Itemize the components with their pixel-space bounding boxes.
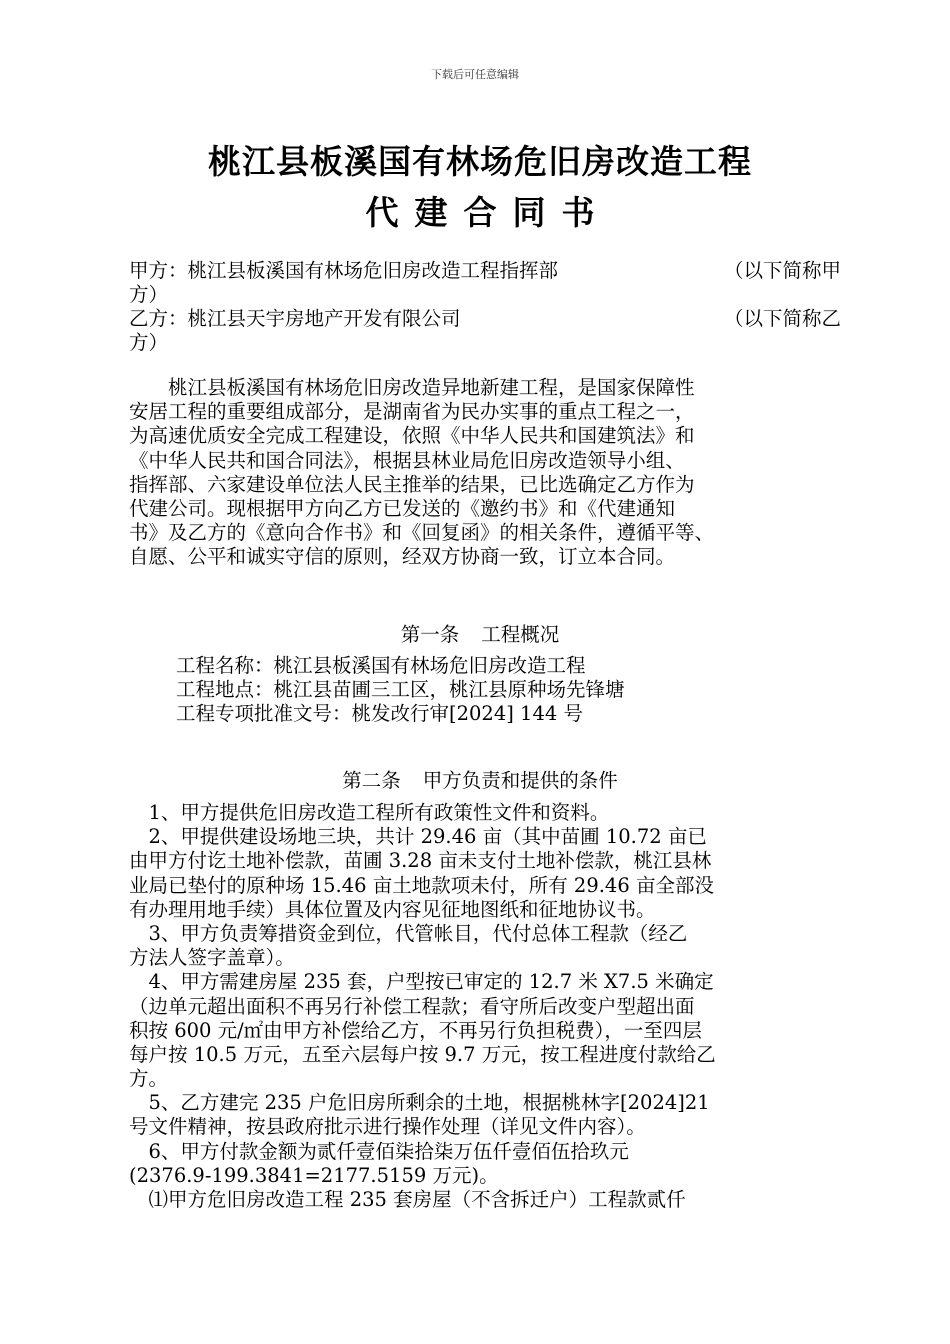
party-b-name: 桃江县天宇房地产开发有限公司 <box>187 307 461 330</box>
condition-line: 4、甲方需建房屋 235 套，户型按已审定的 12.7 米 X7.5 米确定 <box>129 970 714 994</box>
condition-line: 积按 600 元/㎡由甲方补偿给乙方，不再另行负担税费），一至四层 <box>129 1018 702 1042</box>
condition-line: 2、甲提供建设场地三块，共计 29.46 亩（其中苗圃 10.72 亩已 <box>129 825 707 849</box>
intro-line: 安居工程的重要组成部分，是湖南省为民办实事的重点工程之一， <box>129 400 695 424</box>
document-title: 桃江县板溪国有林场危旧房改造工程 <box>208 142 752 181</box>
overview-line: 工程名称：桃江县板溪国有林场危旧房改造工程 <box>176 654 586 677</box>
condition-line: 1、甲方提供危旧房改造工程所有政策性文件和资料。 <box>129 801 610 824</box>
intro-line: 代建公司。现根据甲方向乙方已发送的《邀约书》和《代建通知 <box>129 496 676 520</box>
condition-line: 方。 <box>129 1067 169 1091</box>
condition-line: 6、甲方付款金额为贰仟壹佰柒拾柒万伍仟壹佰伍拾玖元 <box>129 1139 629 1163</box>
condition-line: 每户按 10.5 万元，五至六层每户按 9.7 万元，按工程进度付款给乙 <box>129 1042 716 1066</box>
condition-line: ⑴甲方危旧房改造工程 235 套房屋（不含拆迁户）工程款贰仟 <box>129 1188 686 1211</box>
intro-line: 《中华人民共和国合同法》，根据县林业局危旧房改造领导小组、 <box>129 448 685 472</box>
party-a-label: 甲方： <box>129 259 188 282</box>
condition-line: 业局已垫付的原种场 15.46 亩土地款项未付，所有 29.46 亩全部没 <box>129 873 714 897</box>
article-1-heading <box>5 619 950 647</box>
overview-line: 工程地点：桃江县苗圃三工区，桃江县原种场先锋塘 <box>176 678 625 702</box>
overview-line: 工程专项批准文号：桃发改行审[2024] 144 号 <box>176 702 583 726</box>
intro-line: 自愿、公平和诚实守信的原则，经双方协商一致，订立本合同。 <box>129 545 676 569</box>
party-a-conditions <box>129 801 841 1212</box>
intro-line: 书》及乙方的《意向合作书》和《回复函》的相关条件，遵循平等、 <box>129 521 715 545</box>
intro-line: 桃江县板溪国有林场危旧房改造异地新建工程，是国家保障性 <box>129 376 695 399</box>
condition-line: 由甲方付讫土地补偿款，苗圃 3.28 亩未支付土地补偿款，桃江县林 <box>129 849 712 873</box>
condition-line: (2376.9-199.3841=2177.5159 万元)。 <box>129 1163 499 1187</box>
article-1-number: 第一条 <box>400 623 460 646</box>
project-overview <box>176 654 826 727</box>
party-b-label: 乙方： <box>129 307 188 330</box>
article-2-number: 第二条 <box>342 769 401 792</box>
party-b-abbr-cont: 方） <box>129 331 169 354</box>
party-b-abbr: （以下简称乙 <box>723 307 841 330</box>
condition-line: 有办理用地手续）具体位置及内容见征地图纸和征地协议书。 <box>129 897 656 921</box>
party-a-abbr-cont: 方） <box>129 283 169 306</box>
condition-line: 方法人签字盖章）。 <box>129 946 295 970</box>
intro-paragraph <box>129 376 841 570</box>
party-a-block <box>129 259 841 307</box>
condition-line: 号文件精神，按县政府批示进行操作处理（详见文件内容）。 <box>129 1115 646 1139</box>
header-note: 下载后可任意编辑 <box>431 68 519 81</box>
condition-line: （边单元超出面积不再另行补偿工程款；看守所后改变户型超出面 <box>129 994 695 1018</box>
party-a-abbr: （以下简称甲 <box>723 259 841 282</box>
article-1-title: 工程概况 <box>481 623 560 646</box>
document-subtitle: 代建合同书 <box>365 193 611 232</box>
party-b-block <box>129 307 841 355</box>
article-2-title: 甲方负责和提供的条件 <box>422 769 618 792</box>
intro-line: 为高速优质安全完成工程建设，依照《中华人民共和国建筑法》和 <box>129 424 695 448</box>
article-2-heading <box>5 765 950 793</box>
condition-line: 3、甲方负责筹措资金到位，代管帐目，代付总体工程款（经乙 <box>129 921 688 945</box>
condition-line: 5、乙方建完 235 户危旧房所剩余的土地，根据桃林字[2024]21 <box>129 1091 710 1115</box>
intro-line: 指挥部、六家建设单位法人民主推举的结果，已比选确定乙方作为 <box>129 472 695 496</box>
party-a-name: 桃江县板溪国有林场危旧房改造工程指挥部 <box>187 259 559 282</box>
